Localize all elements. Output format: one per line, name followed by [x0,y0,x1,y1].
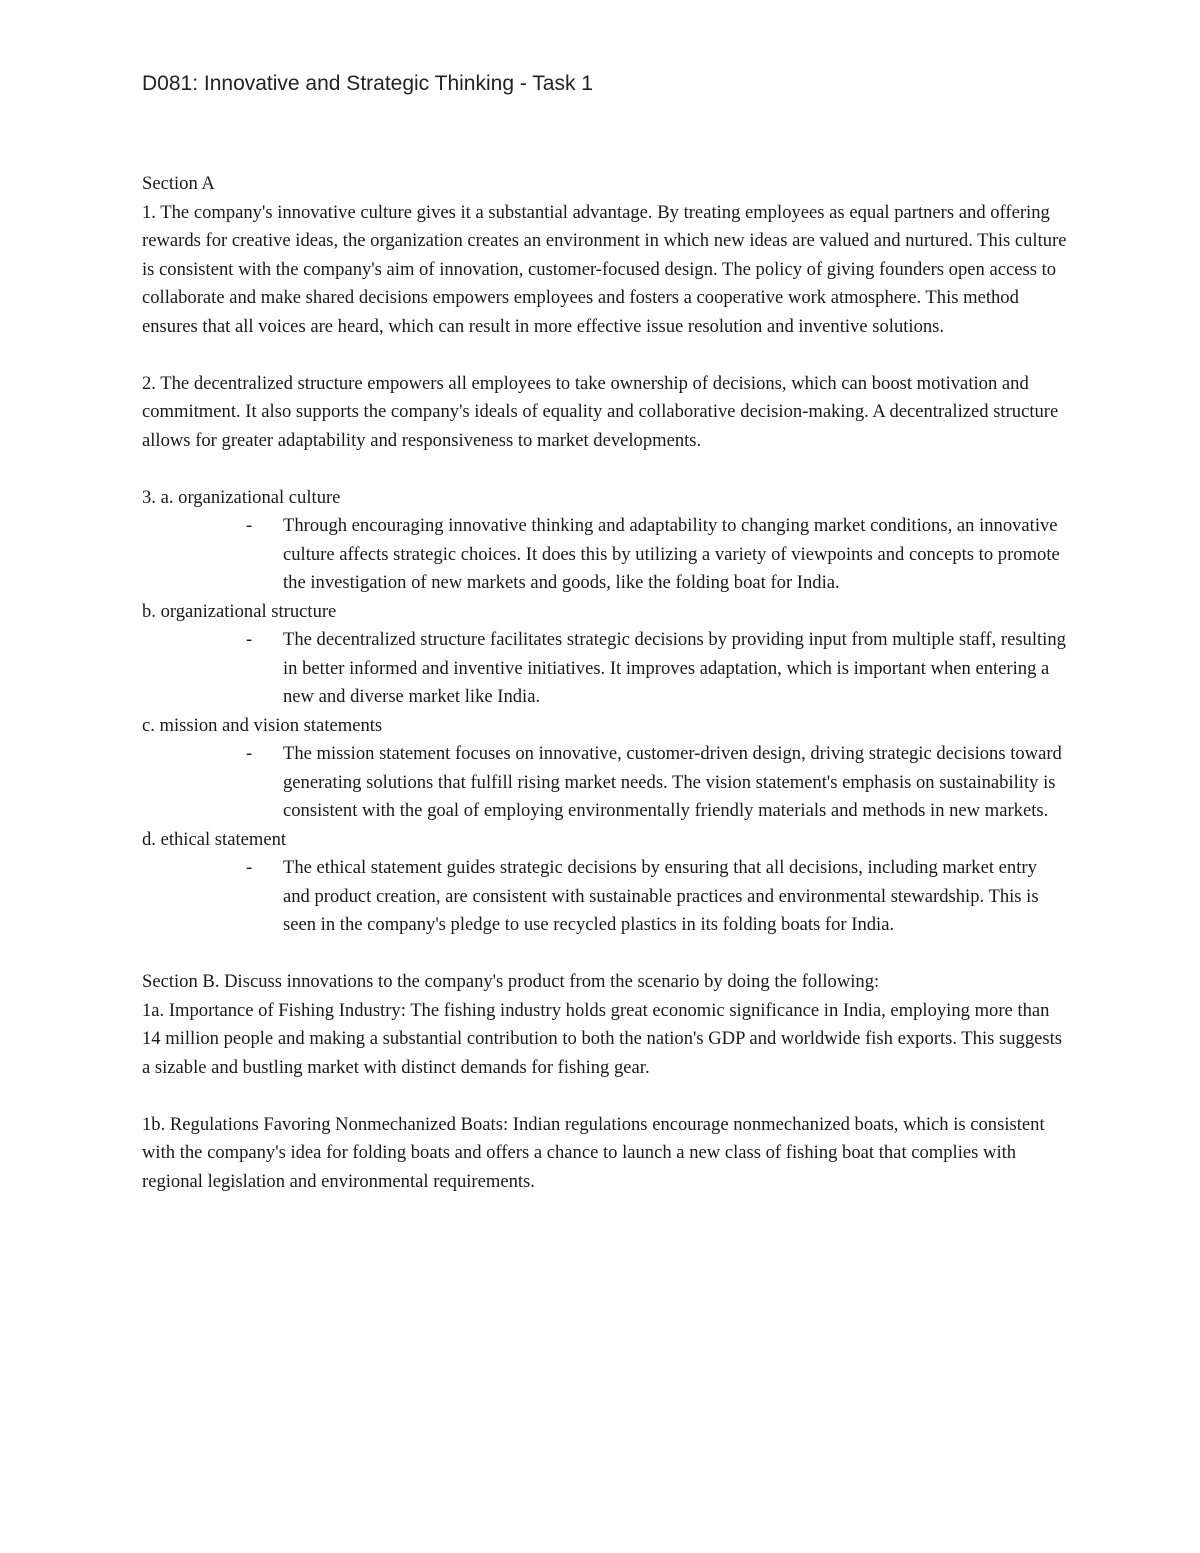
section-a-paragraph-2: 2. The decentralized structure empowers all employees to take ownership of decisions, which can boost motivation and commitment. It also supports the company's ideals of equality and collaborative decision-making. A decentralized structure allows for greater adaptability and responsiveness to market developments. [142,372,1059,451]
dash-marker: - [246,743,253,764]
document-body [142,170,1067,1196]
item-3a-heading: 3. a. organizational culture [142,486,341,508]
spacer [142,341,1067,370]
section-b-paragraph-1a: 1a. Importance of Fishing Industry: The fishing industry holds great economic significance in India, employing more than 14 million people and making a substantial contribution to both the nation's GDP and worldwide fish exports. This suggests a sizable and bustling market with distinct demands for fishing gear. [142,999,1063,1078]
document-title: D081: Innovative and Strategic Thinking - Task 1 [142,72,593,95]
section-b-paragraph-1b: 1b. Regulations Favoring Nonmechanized Boats: Indian regulations encourage nonmechanized boats, which is consistent with the company's idea for folding boats and offers a chance to launch a new class of fishing boat that complies with regional legislation and environmental requirements. [142,1113,1045,1192]
item-3b-bullet [142,626,1067,712]
item-3c-heading: c. mission and vision statements [142,714,383,736]
item-3d-bullet [142,854,1067,940]
item-3c-bullet-text: The mission statement focuses on innovative, customer-driven design, driving strategic decisions toward generating solutions that fulfill rising market needs. The vision statement's emphasis on sustainability is consistent with the goal of employing environmentally friendly materials and methods in new markets. [283,743,1062,821]
dash-marker: - [246,515,253,536]
item-3a-bullet-text: Through encouraging innovative thinking and adaptability to changing market conditions, an innovative culture affects strategic choices. It does this by utilizing a variety of viewpoints and concepts to promote the investigation of new markets and goods, like the folding boat for India. [283,515,1060,593]
spacer [142,455,1067,484]
item-3b-bullet-text: The decentralized structure facilitates strategic decisions by providing input from multiple staff, resulting in better informed and inventive initiatives. It improves adaptation, which is important when entering a new and diverse market like India. [283,629,1066,707]
item-3d-heading: d. ethical statement [142,828,287,850]
section-a-paragraph-1: 1. The company's innovative culture gives it a substantial advantage. By treating employees as equal partners and offering rewards for creative ideas, the organization creates an environment in which new ideas are valued and nurtured. This culture is consistent with the company's aim of innovation, customer-focused design. The policy of giving founders open access to collaborate and make shared decisions empowers employees and fosters a cooperative work atmosphere. This method ensures that all voices are heard, which can result in more effective issue resolution and inventive solutions. [142,201,1067,337]
dash-marker: - [246,857,253,878]
section-a-heading: Section A [142,173,215,194]
dash-marker: - [246,629,253,650]
spacer [142,1082,1067,1111]
spacer [142,940,1067,969]
item-3d-bullet-text: The ethical statement guides strategic decisions by ensuring that all decisions, including market entry and product creation, are consistent with sustainable practices and environmental stewardship. This is seen in the company's pledge to use recycled plastics in its folding boats for India. [283,857,1039,935]
item-3c-bullet [142,740,1067,826]
section-b-heading: Section B. Discuss innovations to the company's product from the scenario by doing the following: [142,971,880,992]
item-3b-heading: b. organizational structure [142,600,337,622]
item-3a-bullet [142,512,1067,598]
